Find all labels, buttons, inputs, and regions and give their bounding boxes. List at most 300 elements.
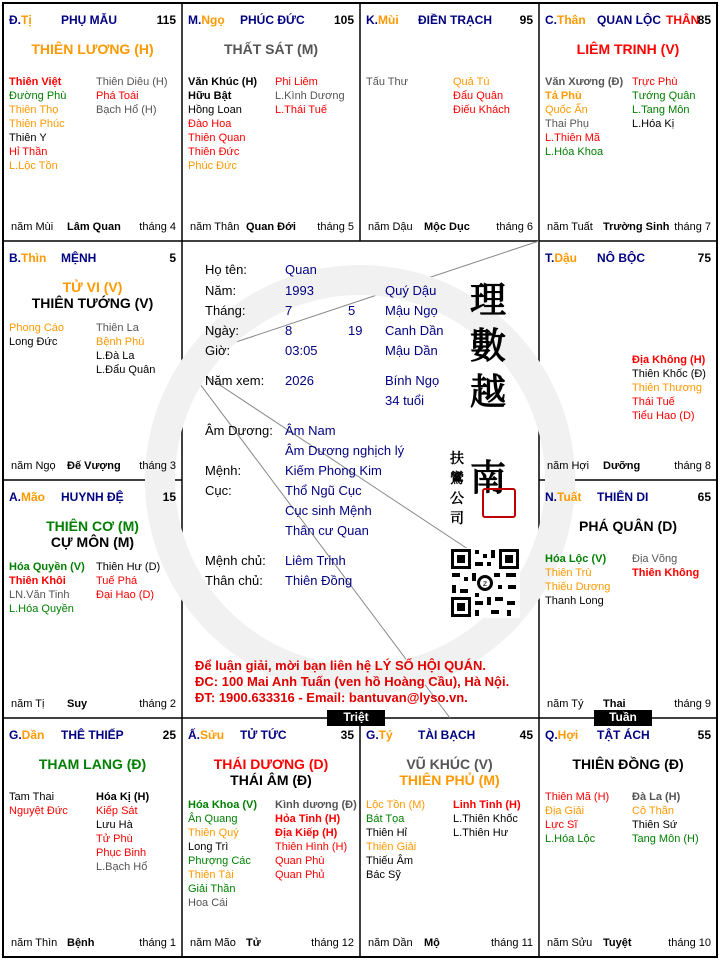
palace-footer: [9, 937, 178, 953]
palace-name: PHỤ MẪU: [61, 13, 117, 27]
brand-char-3: 越: [470, 371, 507, 413]
tieu-han-year: năm Tị: [11, 698, 45, 710]
palace-cell-ty[interactable]: [3, 3, 182, 241]
name-value: Quan: [285, 262, 317, 277]
left-star-list: [9, 75, 66, 173]
minor-star: Đà La (H): [632, 791, 681, 803]
main-star: THAM LANG (Đ): [38, 756, 147, 772]
palace-cell-mui[interactable]: [360, 3, 539, 241]
branch: [188, 13, 225, 27]
minor-star: Cô Thần: [632, 805, 674, 817]
minor-star: L.Đà La: [96, 350, 135, 362]
minor-star: Thiên Phúc: [9, 118, 65, 130]
view-year-label: Năm xem:: [205, 373, 265, 388]
branch-letter: T.: [545, 251, 555, 265]
palace-header: [182, 13, 360, 31]
branch-letter: A.: [9, 490, 21, 504]
palace-footer: [188, 221, 356, 237]
minor-star: Tuế Phá: [96, 575, 138, 587]
dai-van-age: 45: [519, 728, 533, 742]
menh-value: Kiếm Phong Kim: [285, 463, 382, 478]
minor-star: L.Thiên Khốc: [453, 813, 518, 825]
dai-van-age: 35: [340, 728, 354, 742]
tieu-han-year: năm Tuất: [547, 221, 593, 233]
palace-header: [3, 728, 182, 746]
nguyet-han-month: tháng 12: [311, 937, 354, 949]
minor-star: L.Hóa Quyền: [9, 603, 74, 615]
trang-sinh: Thai: [603, 698, 626, 710]
minor-star: Trực Phù: [632, 76, 678, 88]
minor-star: Thanh Long: [545, 595, 604, 607]
minor-star: Địa Võng: [632, 553, 678, 565]
minor-star: Hỏa Tinh (H): [275, 813, 341, 825]
branch-name: Hợi: [557, 728, 579, 742]
cuc-label: Cục:: [205, 483, 232, 498]
minor-star: Thiên Mã (H): [545, 791, 610, 803]
minor-star: Lộc Tồn (M): [366, 799, 426, 811]
palace-cell-dau[interactable]: [539, 241, 717, 480]
minor-star: L.Đẩu Quân: [96, 364, 156, 376]
palace-header: [3, 490, 182, 508]
main-star: THIÊN ĐỒNG (Đ): [572, 756, 684, 772]
minor-star: L.Thiên Hư: [453, 827, 509, 839]
dai-van-age: 5: [169, 251, 176, 265]
trang-sinh: Mộ: [424, 937, 440, 949]
main-star: THIÊN LƯƠNG (H): [31, 41, 154, 57]
left-star-list: [9, 560, 85, 616]
minor-star: Địa Không (H): [632, 354, 706, 366]
main-star: LIÊM TRINH (V): [576, 41, 680, 57]
minor-star: Linh Tinh (H): [453, 799, 521, 811]
branch-name: Mùi: [378, 13, 399, 27]
contact-line-2: ĐC: 100 Mai Anh Tuấn (ven hồ Hoàng Cầu), Hà Nội.: [195, 674, 510, 689]
palace-name: HUYNH ĐỆ: [61, 490, 124, 504]
right-star-list: [632, 790, 699, 846]
minor-star: Văn Xương (Đ): [545, 76, 624, 88]
tieu-han-year: năm Thìn: [11, 937, 58, 949]
minor-star: Lực Sĩ: [545, 819, 578, 831]
minor-star: Đào Hoa: [188, 118, 232, 130]
than-chu-value: Thiên Đồng: [285, 573, 353, 588]
minor-star: L.Bạch Hổ: [96, 861, 148, 873]
main-star: TỬ VI (V): [62, 279, 123, 295]
branch-letter: N.: [545, 490, 557, 504]
palace-name: TÀI BẠCH: [418, 728, 476, 742]
dai-van-age: 15: [162, 490, 176, 504]
minor-star: Quan Phù: [275, 855, 325, 867]
minor-star: Hóa Kị (H): [96, 791, 150, 803]
main-star: THÁI ÂM (Đ): [230, 772, 312, 788]
left-star-list: [545, 552, 610, 608]
trang-sinh: Suy: [67, 698, 88, 710]
branch: [545, 490, 581, 504]
nguyet-han-month: tháng 10: [668, 937, 711, 949]
minor-star: Lưu Hà: [96, 819, 133, 831]
tieu-han-year: năm Hợi: [547, 460, 590, 472]
minor-star: Long Trì: [188, 841, 229, 853]
brand-small-2: 鸞: [450, 471, 464, 487]
minor-star: Phúc Đức: [188, 160, 237, 172]
brand-char-4: 南: [470, 457, 507, 499]
branch-letter: M.: [188, 13, 202, 27]
left-star-list: [545, 75, 623, 159]
cuc-value: Thổ Ngũ Cục: [285, 483, 362, 498]
minor-star: Thiên Y: [9, 132, 47, 144]
left-star-list: [366, 798, 425, 882]
minor-star: Quan Phủ: [275, 869, 325, 881]
left-star-list: [366, 75, 408, 89]
hour-label: Giờ:: [205, 343, 231, 358]
minor-star: Thiên Hỉ: [366, 827, 407, 839]
minor-star: Thiên Thương: [632, 382, 703, 394]
minor-star: Hoa Cái: [188, 897, 228, 909]
than-chu-label: Thân chủ:: [205, 573, 263, 588]
main-star: VŨ KHÚC (V): [406, 756, 493, 772]
cuc-note-2: Thân cư Quan: [285, 523, 369, 538]
year-value: 1993: [285, 283, 314, 298]
main-star: THÁI DƯƠNG (D): [213, 756, 329, 772]
day-lunar: 19: [348, 323, 363, 338]
minor-star: Tướng Quân: [632, 90, 696, 102]
right-star-list: [96, 321, 155, 377]
day-label: Ngày:: [205, 323, 239, 338]
menh-chu-label: Mệnh chủ:: [205, 553, 266, 568]
right-star-list: [96, 560, 160, 602]
minor-star: Bát Tọa: [366, 813, 405, 825]
minor-star: Hỉ Thần: [9, 146, 48, 158]
menh-label: Mệnh:: [205, 463, 242, 478]
tuan-marker: Tuần: [594, 710, 652, 726]
minor-star: Thiếu Âm: [366, 855, 414, 867]
minor-star: Quốc Ấn: [545, 104, 588, 116]
branch: [9, 490, 45, 504]
branch-letter: Đ.: [9, 13, 21, 27]
minor-star: Hóa Lộc (V): [545, 553, 607, 565]
branch-name: Tý: [378, 728, 393, 742]
tieu-han-year: năm Mùi: [11, 221, 54, 233]
minor-star: L.Thiên Mã: [545, 132, 601, 144]
minor-star: Thiên Quan: [188, 132, 246, 144]
dai-van-age: 25: [162, 728, 176, 742]
brand-small-1: 扶: [450, 451, 464, 467]
trang-sinh: Dưỡng: [603, 460, 641, 472]
minor-star: Hồng Loan: [188, 104, 242, 116]
main-star: CỰ MÔN (M): [50, 534, 135, 550]
dai-van-age: 55: [697, 728, 711, 742]
minor-star: Thiên Đức: [188, 146, 240, 158]
nguyet-han-month: tháng 5: [317, 221, 354, 233]
minor-star: Thiên Diêu (H): [96, 76, 168, 88]
branch: [545, 251, 577, 265]
branch-letter: K.: [366, 13, 378, 27]
palace-footer: [366, 937, 535, 953]
minor-star: Hóa Quyền (V): [9, 561, 85, 573]
minor-star: L.Lộc Tồn: [9, 160, 58, 172]
minor-star: Thái Tuế: [632, 396, 675, 408]
minor-star: L.Hóa Khoa: [545, 146, 604, 158]
nguyet-han-month: tháng 11: [490, 937, 533, 949]
minor-star: Nguyệt Đức: [9, 805, 68, 817]
minor-star: Tấu Thư: [366, 76, 409, 88]
minor-star: Bệnh Phù: [96, 336, 145, 348]
red-seal-stamp: [482, 488, 516, 518]
trang-sinh: Tử: [246, 937, 261, 949]
minor-star: L.Hóa Lộc: [545, 833, 596, 845]
trang-sinh: Quan Đới: [246, 221, 296, 233]
minor-star: Bạch Hổ (H): [96, 104, 157, 116]
palace-header: [3, 13, 182, 31]
minor-star: Điếu Khách: [453, 104, 510, 116]
minor-star: Thiên Không: [632, 567, 700, 579]
minor-star: Thiên Hình (H): [275, 841, 348, 853]
branch: [9, 251, 46, 265]
minor-star: Kình dương (Đ): [275, 799, 357, 811]
minor-star: Phá Toái: [96, 90, 139, 102]
tieu-han-year: năm Ngọ: [11, 460, 56, 472]
trang-sinh: Mộc Dục: [424, 221, 470, 233]
dai-van-age: 65: [697, 490, 711, 504]
right-star-list: [96, 75, 168, 117]
minor-star: Tam Thai: [9, 791, 55, 803]
trang-sinh: Trường Sinh: [603, 221, 670, 233]
cuc-note-1: Cục sinh Mệnh: [285, 503, 372, 518]
right-star-list: [275, 798, 357, 882]
tieu-han-year: năm Dần: [368, 937, 413, 949]
tieu-han-year: năm Tý: [547, 698, 584, 710]
palace-name: MỆNH: [61, 251, 97, 265]
minor-star: Hữu Bật: [188, 90, 232, 102]
branch-name: Mão: [21, 490, 45, 504]
minor-star: Thiên Trù: [545, 567, 592, 579]
minor-star: Giải Thần: [188, 883, 236, 895]
than-marker: THÂN: [666, 13, 700, 27]
palace-cell-ngo[interactable]: [182, 3, 360, 241]
month-label: Tháng:: [205, 303, 246, 318]
main-star: THẤT SÁT (M): [223, 41, 319, 57]
branch-letter: Ấ.: [188, 728, 200, 742]
branch-name: Sửu: [200, 728, 225, 742]
palace-cell-mao[interactable]: [3, 480, 182, 718]
minor-star: Thiên Việt: [9, 76, 62, 88]
minor-star: Thiên Sứ: [632, 819, 678, 831]
minor-star: Thiên Khốc (Đ): [632, 368, 706, 380]
nguyet-han-month: tháng 4: [139, 221, 176, 233]
view-year-can-chi: Bính Ngọ: [385, 373, 440, 388]
palace-name: QUAN LỘC: [597, 13, 661, 27]
minor-star: Thiên La: [96, 322, 139, 334]
qr-code-icon: [450, 548, 520, 618]
branch-letter: C.: [545, 13, 557, 27]
minor-star: Thiếu Dương: [545, 581, 611, 593]
minor-star: Ân Quang: [188, 813, 238, 825]
dai-van-age: 75: [697, 251, 711, 265]
tieu-han-year: năm Sửu: [547, 937, 593, 949]
minor-star: Bác Sỹ: [366, 869, 401, 881]
minor-star: Phục Binh: [96, 847, 147, 859]
month-can-chi: Mậu Ngọ: [385, 303, 438, 318]
minor-star: L.Kình Dương: [275, 90, 345, 102]
palace-cell-suu[interactable]: [182, 718, 360, 957]
trang-sinh: Bệnh: [67, 937, 95, 949]
palace-name: THÊ THIẾP: [61, 728, 124, 742]
right-star-list: [632, 75, 696, 131]
view-year-value: 2026: [285, 373, 314, 388]
palace-footer: [9, 698, 178, 714]
nguyet-han-month: tháng 9: [674, 698, 711, 710]
nguyet-han-month: tháng 7: [674, 221, 711, 233]
minor-star: Tang Môn (H): [632, 833, 699, 845]
triet-marker: Triệt: [327, 710, 385, 726]
nguyet-han-month: tháng 2: [139, 698, 176, 710]
minor-star: Thiên Tài: [188, 869, 234, 881]
brand-char-2: 數: [470, 325, 507, 367]
branch-letter: Q.: [545, 728, 558, 742]
contact-line-3: ĐT: 1900.633316 - Email: bantuvan@lyso.vn.: [195, 690, 468, 705]
palace-footer: [188, 937, 356, 953]
minor-star: Đẩu Quân: [453, 90, 504, 102]
day-value: 8: [285, 323, 293, 338]
dai-van-age: 115: [156, 13, 176, 27]
nguyet-han-month: tháng 1: [139, 937, 176, 949]
minor-star: Quả Tú: [453, 76, 490, 88]
minor-star: L.Thái Tuế: [275, 104, 327, 116]
left-star-list: [188, 798, 257, 910]
name-label: Họ tên:: [205, 262, 247, 277]
branch: [545, 13, 586, 27]
age-value: 34 tuổi: [385, 393, 425, 408]
right-star-list: [453, 75, 510, 117]
palace-footer: [9, 221, 178, 237]
palace-footer: [545, 460, 713, 476]
minor-star: LN.Văn Tinh: [9, 589, 70, 601]
palace-header: [360, 13, 539, 31]
branch: [366, 728, 393, 742]
trang-sinh: Tuyệt: [603, 937, 632, 949]
palace-footer: [545, 221, 713, 237]
branch-name: Tị: [21, 13, 32, 27]
palace-cell-ty2[interactable]: [360, 718, 539, 957]
palace-footer: [366, 221, 535, 237]
branch-name: Dậu: [554, 251, 578, 265]
palace-name: ĐIỀN TRẠCH: [418, 13, 492, 27]
palace-cell-thin[interactable]: [3, 241, 182, 480]
amduong-note: Âm Dương nghịch lý: [285, 443, 405, 458]
minor-star: Kiếp Sát: [96, 805, 138, 817]
right-star-list: [632, 552, 699, 580]
branch-name: Thìn: [21, 251, 47, 265]
minor-star: Đường Phù: [9, 90, 67, 102]
nguyet-han-month: tháng 8: [674, 460, 711, 472]
branch-letter: B.: [9, 251, 21, 265]
minor-star: Thai Phụ: [545, 118, 590, 130]
nguyet-han-month: tháng 6: [496, 221, 533, 233]
minor-star: Thiên Giải: [366, 841, 417, 853]
dai-van-age: 95: [519, 13, 533, 27]
brand-char-1: 理: [470, 279, 507, 321]
palace-cell-than[interactable]: [539, 3, 717, 241]
minor-star: Long Đức: [9, 336, 58, 348]
hour-value: 03:05: [285, 343, 318, 358]
month-value: 7: [285, 303, 293, 318]
branch: [545, 728, 578, 742]
minor-star: Tả Phù: [545, 90, 582, 102]
day-can-chi: Canh Dần: [385, 323, 444, 338]
branch-name: Tuất: [557, 490, 582, 504]
tieu-han-year: năm Mão: [190, 937, 236, 949]
palace-name: PHÚC ĐỨC: [240, 13, 305, 27]
brand-small-3: 公: [450, 491, 464, 507]
right-star-list: [275, 75, 345, 117]
minor-star: Phi Liêm: [275, 76, 318, 88]
palace-cell-hoi[interactable]: [539, 718, 717, 957]
minor-star: Phượng Các: [188, 855, 251, 867]
palace-header: [360, 728, 539, 746]
branch: [9, 728, 44, 742]
palace-footer: [9, 460, 178, 476]
minor-star: Tiểu Hao (D): [632, 410, 695, 422]
hour-can-chi: Mậu Dần: [385, 343, 438, 358]
minor-star: Đại Hao (D): [96, 589, 155, 601]
right-star-list: [632, 353, 706, 423]
palace-header: [539, 728, 717, 746]
minor-star: Địa Kiếp (H): [275, 827, 338, 839]
palace-header: [539, 251, 717, 269]
minor-star: L.Hóa Kị: [632, 118, 675, 130]
minor-star: Địa Giải: [545, 805, 585, 817]
minor-star: Tử Phù: [96, 833, 133, 845]
branch-name: Thân: [557, 13, 586, 27]
left-star-list: [9, 321, 64, 349]
palace-header: [539, 490, 717, 508]
branch-letter: G.: [366, 728, 379, 742]
right-star-list: [96, 790, 149, 874]
minor-star: Thiên Quý: [188, 827, 239, 839]
palace-header: [182, 728, 360, 746]
year-label: Năm:: [205, 283, 237, 298]
left-star-list: [188, 75, 257, 173]
left-star-list: [9, 790, 68, 818]
month-lunar: 5: [348, 303, 356, 318]
minor-star: Văn Khúc (H): [188, 76, 258, 88]
main-star: THIÊN PHỦ (M): [399, 772, 500, 788]
palace-footer: [545, 937, 713, 953]
brand-small-4: 司: [450, 511, 464, 527]
palace-name: TẬT ÁCH: [597, 728, 650, 742]
branch-name: Ngọ: [201, 13, 225, 27]
main-star: THIÊN TƯỚNG (V): [31, 295, 154, 311]
svg-text:z: z: [482, 579, 488, 588]
amduong-label: Âm Dương:: [205, 423, 273, 438]
branch: [9, 13, 32, 27]
tieu-han-year: năm Dậu: [368, 221, 413, 233]
year-can-chi: Quý Dậu: [385, 283, 437, 298]
palace-cell-dan[interactable]: [3, 718, 182, 957]
trang-sinh: Lâm Quan: [67, 221, 121, 233]
palace-name: THIÊN DI: [597, 490, 649, 504]
tieu-han-year: năm Thân: [190, 221, 240, 233]
palace-name: TỬ TỨC: [240, 728, 287, 742]
minor-star: Thiên Thọ: [9, 104, 59, 116]
minor-star: Thiên Khôi: [9, 575, 66, 587]
dai-van-age: 105: [333, 13, 354, 27]
nguyet-han-month: tháng 3: [139, 460, 176, 472]
minor-star: Hóa Khoa (V): [188, 799, 258, 811]
minor-star: Phong Cáo: [9, 322, 65, 334]
trang-sinh: Đế Vượng: [67, 460, 121, 472]
amduong-value: Âm Nam: [285, 423, 336, 438]
branch: [188, 728, 224, 742]
contact-line-1: Để luận giải, mời bạn liên hệ LÝ SỐ HỘI QUÁN.: [195, 658, 486, 673]
